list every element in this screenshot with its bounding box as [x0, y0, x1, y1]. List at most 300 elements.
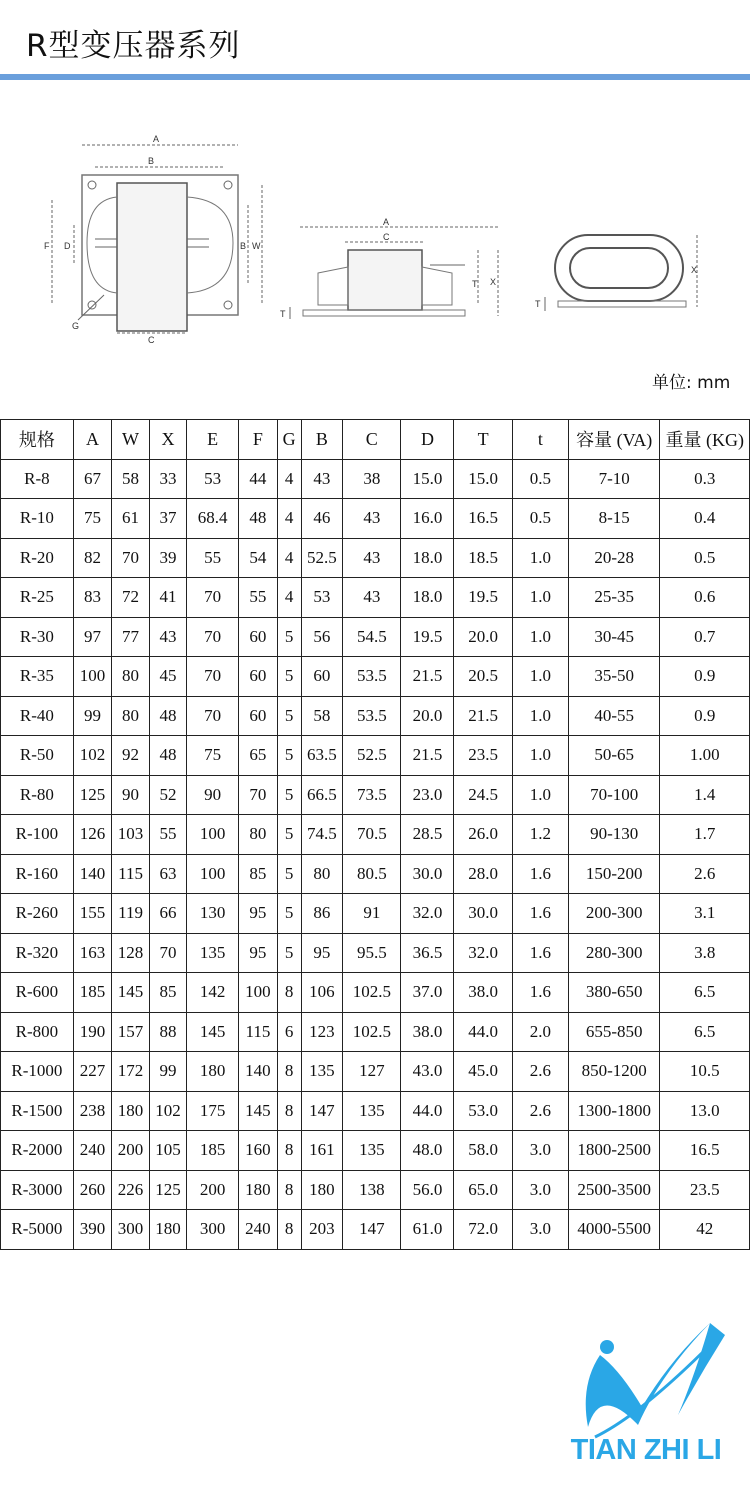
table-cell: 72.0 — [454, 1210, 512, 1250]
table-cell: 226 — [112, 1170, 149, 1210]
table-cell: 15.0 — [401, 459, 454, 499]
table-cell: 66 — [149, 894, 186, 934]
table-row — [1, 1091, 750, 1131]
table-cell: R-35 — [1, 657, 74, 697]
front-label-c: C — [148, 335, 155, 345]
table-cell: 80.5 — [343, 854, 401, 894]
table-cell: R-10 — [1, 499, 74, 539]
table-cell: 75 — [73, 499, 111, 539]
table-cell: 100 — [239, 973, 277, 1013]
table-cell: 45.0 — [454, 1052, 512, 1092]
table-cell: 20-28 — [568, 538, 660, 578]
table-cell: 0.9 — [660, 657, 750, 697]
table-cell: 850-1200 — [568, 1052, 660, 1092]
table-cell: 1.7 — [660, 815, 750, 855]
table-cell: 60 — [239, 617, 277, 657]
table-cell: 19.5 — [454, 578, 512, 618]
table-row — [1, 1210, 750, 1250]
table-cell: R-30 — [1, 617, 74, 657]
table-cell: 54 — [239, 538, 277, 578]
table-header-row — [1, 420, 750, 460]
table-cell: 58.0 — [454, 1131, 512, 1171]
table-cell: 55 — [239, 578, 277, 618]
table-cell: 8 — [277, 1170, 301, 1210]
table-cell: 70 — [187, 696, 239, 736]
unit-label: 单位: mm — [652, 373, 731, 393]
table-cell: 42 — [660, 1210, 750, 1250]
table-cell: 20.0 — [401, 696, 454, 736]
front-label-b: B — [148, 156, 155, 166]
col-header-spec: 规格 — [1, 420, 74, 460]
table-row — [1, 459, 750, 499]
side-view-drawing — [280, 217, 500, 319]
table-cell: 5 — [277, 736, 301, 776]
table-cell: 32.0 — [454, 933, 512, 973]
table-cell: 82 — [73, 538, 111, 578]
table-cell: 1800-2500 — [568, 1131, 660, 1171]
table-cell: 43 — [149, 617, 186, 657]
table-cell: 203 — [301, 1210, 343, 1250]
table-cell: R-160 — [1, 854, 74, 894]
table-cell: 24.5 — [454, 775, 512, 815]
table-cell: 2.6 — [512, 1091, 568, 1131]
table-cell: 180 — [239, 1170, 277, 1210]
table-row — [1, 499, 750, 539]
table-cell: 70 — [187, 617, 239, 657]
table-cell: 300 — [112, 1210, 149, 1250]
table-cell: 4000-5500 — [568, 1210, 660, 1250]
front-label-d: D — [64, 241, 71, 251]
table-cell: 46 — [301, 499, 343, 539]
table-row — [1, 894, 750, 934]
front-label-w: W — [252, 241, 261, 251]
table-cell: 5 — [277, 696, 301, 736]
table-cell: 88 — [149, 1012, 186, 1052]
table-cell: 8 — [277, 973, 301, 1013]
table-cell: 6 — [277, 1012, 301, 1052]
table-cell: 4 — [277, 499, 301, 539]
logo-text: TIAN ZHI LI — [570, 1434, 722, 1466]
table-cell: 45 — [149, 657, 186, 697]
end-label-x: X — [691, 265, 698, 275]
table-cell: 70.5 — [343, 815, 401, 855]
table-cell: 80 — [239, 815, 277, 855]
table-cell: 3.8 — [660, 933, 750, 973]
table-cell: 200 — [187, 1170, 239, 1210]
col-header-b: B — [301, 420, 343, 460]
table-cell: 1.0 — [512, 578, 568, 618]
table-cell: 70 — [239, 775, 277, 815]
table-cell: 36.5 — [401, 933, 454, 973]
table-cell: 72 — [112, 578, 149, 618]
table-cell: 200-300 — [568, 894, 660, 934]
col-header-capacity: 容量 (VA) — [568, 420, 660, 460]
table-cell: 52.5 — [343, 736, 401, 776]
table-cell: 0.5 — [660, 538, 750, 578]
table-cell: 102 — [149, 1091, 186, 1131]
table-cell: 70-100 — [568, 775, 660, 815]
table-cell: 102.5 — [343, 1012, 401, 1052]
table-cell: 163 — [73, 933, 111, 973]
table-row — [1, 1012, 750, 1052]
table-cell: 180 — [301, 1170, 343, 1210]
table-cell: 8-15 — [568, 499, 660, 539]
table-cell: 5 — [277, 657, 301, 697]
table-cell: 15.0 — [454, 459, 512, 499]
table-cell: 23.5 — [454, 736, 512, 776]
table-cell: 38 — [343, 459, 401, 499]
table-cell: 52 — [149, 775, 186, 815]
table-cell: 70 — [187, 578, 239, 618]
table-cell: R-50 — [1, 736, 74, 776]
table-cell: 135 — [187, 933, 239, 973]
table-cell: 48 — [149, 696, 186, 736]
table-cell: 44.0 — [401, 1091, 454, 1131]
col-header-f: F — [239, 420, 277, 460]
table-row — [1, 736, 750, 776]
table-cell: 3.0 — [512, 1131, 568, 1171]
table-cell: 125 — [149, 1170, 186, 1210]
table-cell: 0.5 — [512, 459, 568, 499]
table-cell: 0.7 — [660, 617, 750, 657]
table-cell: 8 — [277, 1052, 301, 1092]
end-view-drawing — [535, 235, 697, 311]
table-cell: 21.5 — [401, 736, 454, 776]
table-cell: 300 — [187, 1210, 239, 1250]
table-cell: 1.6 — [512, 854, 568, 894]
table-cell: 2.6 — [512, 1052, 568, 1092]
table-cell: 19.5 — [401, 617, 454, 657]
table-cell: 75 — [187, 736, 239, 776]
table-cell: 39 — [149, 538, 186, 578]
table-cell: 26.0 — [454, 815, 512, 855]
table-cell: 227 — [73, 1052, 111, 1092]
table-row — [1, 538, 750, 578]
table-cell: 99 — [73, 696, 111, 736]
table-cell: 8 — [277, 1210, 301, 1250]
table-cell: 115 — [239, 1012, 277, 1052]
table-cell: 5 — [277, 617, 301, 657]
front-label-b-side: B — [240, 241, 247, 251]
table-cell: 102.5 — [343, 973, 401, 1013]
table-cell: 5 — [277, 854, 301, 894]
table-row — [1, 1170, 750, 1210]
table-row — [1, 617, 750, 657]
table-cell: 102 — [73, 736, 111, 776]
table-cell: 61.0 — [401, 1210, 454, 1250]
table-cell: 44 — [239, 459, 277, 499]
table-cell: 83 — [73, 578, 111, 618]
table-cell: 33 — [149, 459, 186, 499]
table-cell: 95.5 — [343, 933, 401, 973]
table-cell: 155 — [73, 894, 111, 934]
table-cell: 95 — [239, 933, 277, 973]
table-cell: 65 — [239, 736, 277, 776]
table-cell: 3.0 — [512, 1210, 568, 1250]
table-cell: 38.0 — [454, 973, 512, 1013]
table-cell: 200 — [112, 1131, 149, 1171]
col-header-a: A — [73, 420, 111, 460]
table-cell: 16.0 — [401, 499, 454, 539]
table-cell: 180 — [187, 1052, 239, 1092]
table-cell: 50-65 — [568, 736, 660, 776]
table-cell: 91 — [343, 894, 401, 934]
table-cell: 21.5 — [401, 657, 454, 697]
table-cell: 86 — [301, 894, 343, 934]
table-cell: 90 — [187, 775, 239, 815]
table-cell: 67 — [73, 459, 111, 499]
table-cell: 2500-3500 — [568, 1170, 660, 1210]
table-row — [1, 696, 750, 736]
table-cell: R-40 — [1, 696, 74, 736]
table-cell: 18.5 — [454, 538, 512, 578]
table-cell: 53.5 — [343, 696, 401, 736]
table-cell: R-2000 — [1, 1131, 74, 1171]
table-cell: 53 — [301, 578, 343, 618]
table-row — [1, 1052, 750, 1092]
page-title: R型变压器系列 — [26, 28, 241, 64]
table-cell: 8 — [277, 1131, 301, 1171]
table-cell: 100 — [187, 815, 239, 855]
dimension-diagrams — [0, 115, 750, 355]
table-cell: 38.0 — [401, 1012, 454, 1052]
table-cell: R-800 — [1, 1012, 74, 1052]
table-cell: 80 — [112, 657, 149, 697]
table-cell: 1.6 — [512, 933, 568, 973]
table-cell: 175 — [187, 1091, 239, 1131]
table-cell: 100 — [187, 854, 239, 894]
table-cell: 1.0 — [512, 538, 568, 578]
table-cell: 100 — [73, 657, 111, 697]
table-cell: 145 — [239, 1091, 277, 1131]
table-cell: 260 — [73, 1170, 111, 1210]
page-header — [0, 0, 750, 80]
table-cell: 145 — [112, 973, 149, 1013]
table-cell: R-1000 — [1, 1052, 74, 1092]
table-cell: 1300-1800 — [568, 1091, 660, 1131]
table-cell: 41 — [149, 578, 186, 618]
table-cell: 390 — [73, 1210, 111, 1250]
col-header-d: D — [401, 420, 454, 460]
table-cell: 3.0 — [512, 1170, 568, 1210]
table-cell: 55 — [187, 538, 239, 578]
table-cell: 70 — [187, 657, 239, 697]
table-cell: 1.0 — [512, 736, 568, 776]
table-cell: 160 — [239, 1131, 277, 1171]
table-cell: 99 — [149, 1052, 186, 1092]
table-cell: 40-55 — [568, 696, 660, 736]
col-header-w: W — [112, 420, 149, 460]
table-cell: 145 — [187, 1012, 239, 1052]
table-cell: 32.0 — [401, 894, 454, 934]
table-cell: 1.0 — [512, 775, 568, 815]
table-cell: 18.0 — [401, 578, 454, 618]
table-cell: 44.0 — [454, 1012, 512, 1052]
table-cell: R-320 — [1, 933, 74, 973]
table-cell: 80 — [301, 854, 343, 894]
table-row — [1, 1131, 750, 1171]
table-cell: 16.5 — [660, 1131, 750, 1171]
table-cell: 23.5 — [660, 1170, 750, 1210]
table-cell: 106 — [301, 973, 343, 1013]
table-cell: 135 — [343, 1131, 401, 1171]
front-label-f: F — [44, 241, 50, 251]
table-cell: 23.0 — [401, 775, 454, 815]
table-cell: 135 — [301, 1052, 343, 1092]
table-cell: 53 — [187, 459, 239, 499]
table-cell: R-5000 — [1, 1210, 74, 1250]
table-row — [1, 973, 750, 1013]
table-cell: 135 — [343, 1091, 401, 1131]
table-cell: 90 — [112, 775, 149, 815]
table-cell: 21.5 — [454, 696, 512, 736]
table-cell: 63 — [149, 854, 186, 894]
table-cell: 54.5 — [343, 617, 401, 657]
col-header-e: E — [187, 420, 239, 460]
table-cell: R-1500 — [1, 1091, 74, 1131]
table-cell: 37.0 — [401, 973, 454, 1013]
table-cell: 10.5 — [660, 1052, 750, 1092]
table-row — [1, 815, 750, 855]
col-header-c: C — [343, 420, 401, 460]
table-cell: 85 — [149, 973, 186, 1013]
table-cell: 2.0 — [512, 1012, 568, 1052]
table-row — [1, 854, 750, 894]
table-cell: 6.5 — [660, 1012, 750, 1052]
table-cell: 115 — [112, 854, 149, 894]
table-cell: 8 — [277, 1091, 301, 1131]
table-cell: 140 — [73, 854, 111, 894]
table-cell: 48 — [239, 499, 277, 539]
table-cell: 56.0 — [401, 1170, 454, 1210]
table-cell: 185 — [187, 1131, 239, 1171]
side-label-x: X — [490, 277, 497, 287]
table-cell: 48.0 — [401, 1131, 454, 1171]
table-cell: 43 — [343, 538, 401, 578]
col-header-weight: 重量 (KG) — [660, 420, 750, 460]
table-cell: 95 — [301, 933, 343, 973]
side-label-t-lower: T — [280, 309, 286, 319]
table-cell: 172 — [112, 1052, 149, 1092]
table-cell: 3.1 — [660, 894, 750, 934]
col-header-t-lower: t — [512, 420, 568, 460]
table-cell: 1.2 — [512, 815, 568, 855]
table-cell: 73.5 — [343, 775, 401, 815]
table-cell: 80 — [112, 696, 149, 736]
table-cell: 0.5 — [512, 499, 568, 539]
table-cell: 180 — [149, 1210, 186, 1250]
table-cell: 150-200 — [568, 854, 660, 894]
table-cell: 1.4 — [660, 775, 750, 815]
table-cell: 4 — [277, 459, 301, 499]
table-cell: R-260 — [1, 894, 74, 934]
table-cell: 92 — [112, 736, 149, 776]
table-cell: R-80 — [1, 775, 74, 815]
table-cell: 4 — [277, 538, 301, 578]
table-cell: 90-130 — [568, 815, 660, 855]
table-cell: 18.0 — [401, 538, 454, 578]
table-cell: 70 — [112, 538, 149, 578]
table-cell: 66.5 — [301, 775, 343, 815]
end-label-t: T — [535, 299, 541, 309]
transformer-spec-table — [0, 419, 750, 1250]
table-cell: 1.0 — [512, 657, 568, 697]
table-cell: 61 — [112, 499, 149, 539]
table-cell: 68.4 — [187, 499, 239, 539]
table-cell: 157 — [112, 1012, 149, 1052]
table-cell: 0.4 — [660, 499, 750, 539]
table-cell: R-8 — [1, 459, 74, 499]
table-cell: R-20 — [1, 538, 74, 578]
table-cell: 52.5 — [301, 538, 343, 578]
table-cell: 5 — [277, 815, 301, 855]
table-cell: 380-650 — [568, 973, 660, 1013]
table-cell: 20.0 — [454, 617, 512, 657]
table-cell: 127 — [343, 1052, 401, 1092]
table-cell: 58 — [112, 459, 149, 499]
table-cell: 53.5 — [343, 657, 401, 697]
table-cell: 185 — [73, 973, 111, 1013]
side-label-t-upper: T — [472, 279, 478, 289]
table-body — [1, 459, 750, 1249]
table-cell: 190 — [73, 1012, 111, 1052]
table-cell: 16.5 — [454, 499, 512, 539]
table-cell: 20.5 — [454, 657, 512, 697]
table-cell: 1.6 — [512, 894, 568, 934]
table-cell: 95 — [239, 894, 277, 934]
table-cell: 30.0 — [401, 854, 454, 894]
table-cell: 1.0 — [512, 617, 568, 657]
col-header-g: G — [277, 420, 301, 460]
table-cell: 147 — [301, 1091, 343, 1131]
front-view-drawing — [44, 134, 262, 345]
col-header-x: X — [149, 420, 186, 460]
table-cell: 138 — [343, 1170, 401, 1210]
table-cell: 140 — [239, 1052, 277, 1092]
table-cell: 0.9 — [660, 696, 750, 736]
table-cell: 63.5 — [301, 736, 343, 776]
table-cell: 1.6 — [512, 973, 568, 1013]
table-cell: 70 — [149, 933, 186, 973]
table-cell: 35-50 — [568, 657, 660, 697]
table-cell: R-3000 — [1, 1170, 74, 1210]
table-cell: 85 — [239, 854, 277, 894]
table-cell: R-25 — [1, 578, 74, 618]
table-cell: 60 — [239, 696, 277, 736]
table-cell: 13.0 — [660, 1091, 750, 1131]
table-cell: 6.5 — [660, 973, 750, 1013]
table-cell: 0.6 — [660, 578, 750, 618]
table-cell: 123 — [301, 1012, 343, 1052]
table-cell: 1.00 — [660, 736, 750, 776]
table-cell: 60 — [239, 657, 277, 697]
table-cell: R-100 — [1, 815, 74, 855]
front-label-a: A — [153, 134, 160, 144]
table-cell: 180 — [112, 1091, 149, 1131]
table-cell: 130 — [187, 894, 239, 934]
table-cell: 30.0 — [454, 894, 512, 934]
transformer-drawings — [0, 115, 750, 355]
table-cell: 161 — [301, 1131, 343, 1171]
table-cell: R-600 — [1, 973, 74, 1013]
table-cell: 125 — [73, 775, 111, 815]
table-cell: 58 — [301, 696, 343, 736]
table-cell: 74.5 — [301, 815, 343, 855]
table-row — [1, 657, 750, 697]
table-cell: 2.6 — [660, 854, 750, 894]
table-cell: 43 — [343, 578, 401, 618]
side-label-a: A — [383, 217, 390, 227]
